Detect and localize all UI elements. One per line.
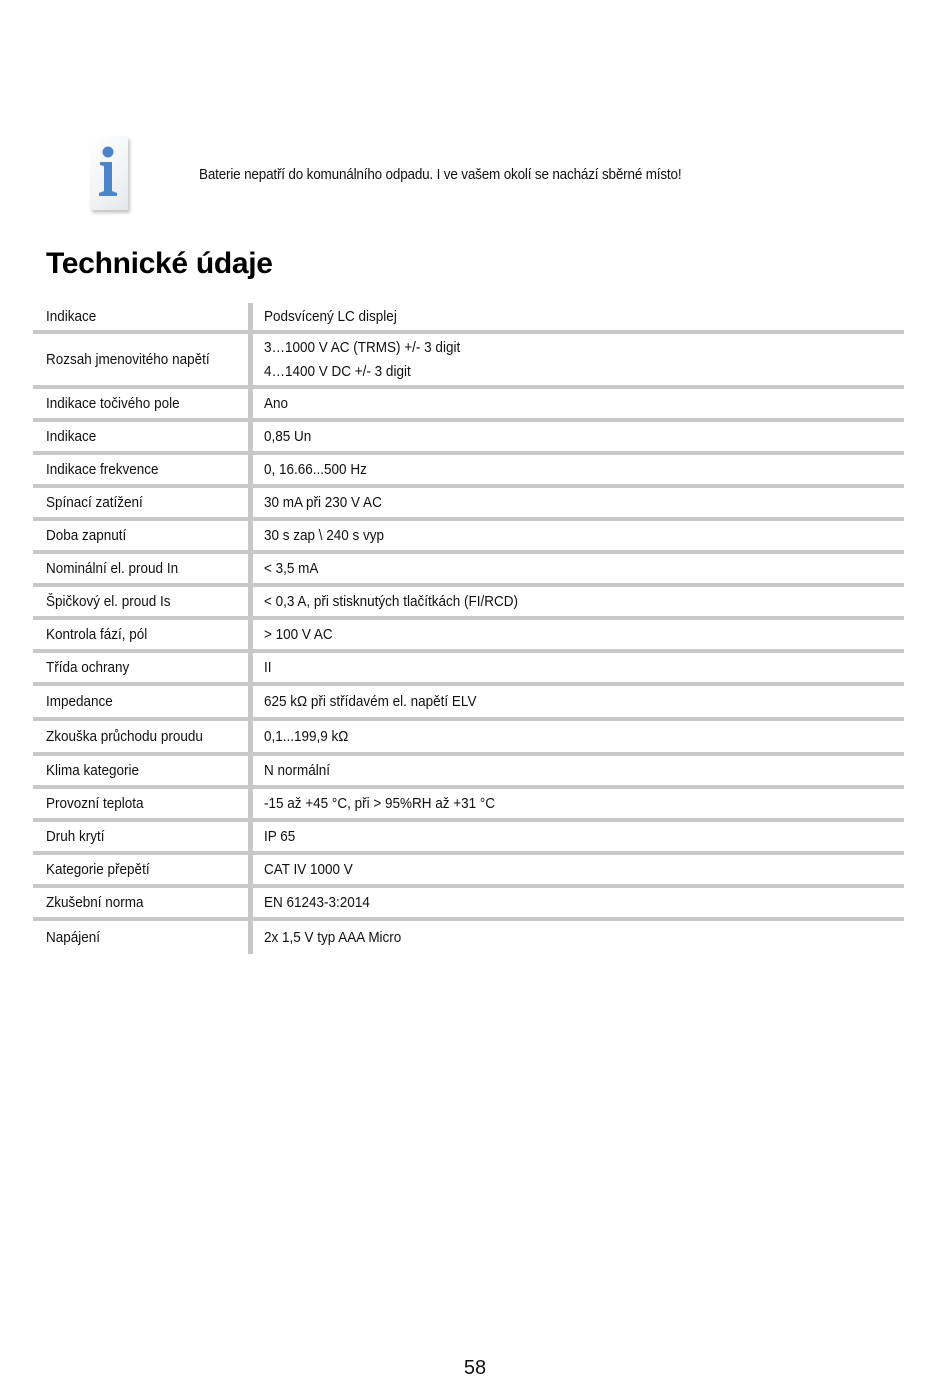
spec-row [33, 554, 904, 587]
spec-label-text: Indikace [46, 308, 97, 325]
spec-row [33, 587, 904, 620]
spec-value [253, 888, 904, 917]
spec-value-text: 4…1400 V DC +/- 3 digit [264, 362, 411, 380]
spec-label [33, 653, 253, 682]
spec-value [253, 756, 904, 785]
spec-value [253, 721, 904, 752]
spec-value-text: > 100 V AC [264, 625, 333, 643]
spec-label-text: Třída ochrany [46, 659, 130, 676]
spec-label [33, 587, 253, 616]
spec-value-text: EN 61243-3:2014 [264, 893, 370, 911]
spec-label [33, 521, 253, 550]
spec-value [253, 789, 904, 818]
section-title: Technické údaje [46, 247, 273, 280]
spec-value-text: 0,1...199,9 kΩ [264, 727, 349, 745]
spec-value [253, 303, 904, 330]
spec-value-text: < 3,5 mA [264, 559, 319, 577]
spec-label-text: Impedance [46, 693, 113, 710]
page-number: 58 [463, 1357, 487, 1379]
spec-value-text: Podsvícený LC displej [264, 307, 397, 325]
spec-row [33, 855, 904, 888]
spec-label-text: Kontrola fází, pól [46, 626, 148, 643]
spec-row [33, 721, 904, 756]
spec-value-text: 30 mA při 230 V AC [264, 493, 382, 511]
spec-label [33, 888, 253, 917]
spec-label [33, 455, 253, 484]
spec-label [33, 756, 253, 785]
spec-label [33, 855, 253, 884]
spec-row [33, 455, 904, 488]
spec-value [253, 822, 904, 851]
spec-value [253, 455, 904, 484]
spec-label-text: Nominální el. proud In [46, 560, 179, 577]
spec-label-text: Indikace [46, 428, 97, 445]
spec-row [33, 888, 904, 921]
spec-label [33, 620, 253, 649]
spec-value-text: 30 s zap \ 240 s vyp [264, 526, 385, 544]
spec-label-text: Provozní teplota [46, 795, 144, 812]
spec-label-text: Doba zapnutí [46, 527, 127, 544]
spec-label [33, 554, 253, 583]
spec-value [253, 334, 904, 385]
battery-disposal-notice: Baterie nepatří do komunálního odpadu. I ve vašem okolí se nachází sběrné místo! [199, 166, 682, 183]
spec-label [33, 334, 253, 385]
spec-value-text: < 0,3 A, při stisknutých tlačítkách (FI/RCD) [264, 592, 518, 610]
spec-label-text: Rozsah jmenovitého napětí [46, 351, 210, 368]
spec-label [33, 686, 253, 717]
spec-row [33, 756, 904, 789]
spec-label-text: Napájení [46, 929, 101, 946]
spec-value [253, 488, 904, 517]
spec-label-text: Zkušební norma [46, 894, 144, 911]
spec-value [253, 620, 904, 649]
spec-label-text: Klima kategorie [46, 762, 140, 779]
spec-value [253, 686, 904, 717]
spec-value-text: IP 65 [264, 827, 296, 845]
spec-value-text: -15 až +45 °C, při > 95%RH až +31 °C [264, 794, 496, 812]
spec-label-text: Spínací zatížení [46, 494, 143, 511]
spec-label-text: Zkouška průchodu proudu [46, 728, 203, 745]
technical-data-table [33, 303, 904, 954]
spec-value [253, 855, 904, 884]
spec-value [253, 389, 904, 418]
spec-label [33, 789, 253, 818]
spec-label-text: Špičkový el. proud Is [46, 593, 171, 610]
spec-row [33, 422, 904, 455]
spec-row [33, 653, 904, 686]
spec-label [33, 822, 253, 851]
spec-row [33, 822, 904, 855]
spec-row [33, 686, 904, 721]
spec-row [33, 488, 904, 521]
info-icon [90, 136, 128, 210]
spec-row [33, 389, 904, 422]
spec-row [33, 521, 904, 554]
spec-value-text: II [264, 658, 272, 676]
spec-row [33, 303, 904, 334]
spec-value [253, 653, 904, 682]
spec-label [33, 488, 253, 517]
spec-value [253, 521, 904, 550]
spec-value [253, 554, 904, 583]
spec-label-text: Kategorie přepětí [46, 861, 150, 878]
spec-label-text: Indikace frekvence [46, 461, 159, 478]
spec-label [33, 721, 253, 752]
spec-value-text: Ano [264, 394, 289, 412]
spec-value-text: 625 kΩ při střídavém el. napětí ELV [264, 692, 477, 710]
spec-value [253, 422, 904, 451]
spec-label [33, 422, 253, 451]
spec-row [33, 789, 904, 822]
spec-value-text: CAT IV 1000 V [264, 860, 353, 878]
spec-value [253, 587, 904, 616]
spec-value-text: 2x 1,5 V typ AAA Micro [264, 928, 402, 946]
spec-value-text: 0, 16.66...500 Hz [264, 460, 367, 478]
spec-value [253, 921, 904, 954]
spec-value-text: N normální [264, 761, 331, 779]
spec-label [33, 303, 253, 330]
spec-row [33, 921, 904, 954]
spec-row [33, 334, 904, 389]
spec-label [33, 389, 253, 418]
spec-value-text: 0,85 Un [264, 427, 312, 445]
spec-label-text: Druh krytí [46, 828, 105, 845]
spec-value-text: 3…1000 V AC (TRMS) +/- 3 digit [264, 338, 461, 356]
spec-row [33, 620, 904, 653]
spec-label-text: Indikace točivého pole [46, 395, 180, 412]
spec-label [33, 921, 253, 954]
